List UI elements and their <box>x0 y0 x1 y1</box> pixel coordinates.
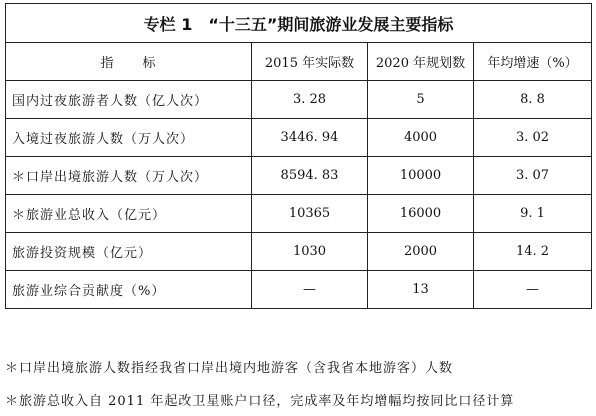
indicator-table <box>5 3 592 309</box>
value-2015: — <box>252 271 368 309</box>
value-growth: 3. 02 <box>474 119 592 157</box>
footnote: ＊旅游总收入自 2011 年起改卫星账户口径，完成率及年均增幅均按同比口径计算 <box>5 394 515 409</box>
value-2020: 16000 <box>368 195 474 233</box>
value-2015: 3. 28 <box>252 81 368 119</box>
header-2020-plan: 2020 年规划数 <box>368 43 474 81</box>
header-annual-growth: 年均增速（%） <box>474 43 592 81</box>
value-growth: 8. 8 <box>474 81 592 119</box>
table-row <box>6 271 592 309</box>
value-growth: 9. 1 <box>474 195 592 233</box>
header-row <box>6 43 592 81</box>
value-2020: 5 <box>368 81 474 119</box>
header-indicator: 指 标 <box>6 43 252 81</box>
row-label: 旅游投资规模（亿元） <box>6 233 252 271</box>
header-2015-actual: 2015 年实际数 <box>252 43 368 81</box>
footnote: ＊口岸出境旅游人数指经我省口岸出境内地游客（含我省本地游客）人数 <box>5 361 454 376</box>
value-2015: 3446. 94 <box>252 119 368 157</box>
value-growth: 14. 2 <box>474 233 592 271</box>
value-2020: 10000 <box>368 157 474 195</box>
value-2020: 4000 <box>368 119 474 157</box>
value-growth: — <box>474 271 592 309</box>
value-2020: 13 <box>368 271 474 309</box>
table-title: 专栏 1 “十三五”期间旅游业发展主要指标 <box>6 4 592 43</box>
value-2020: 2000 <box>368 233 474 271</box>
table-row <box>6 119 592 157</box>
row-label: 入境过夜旅游人数（万人次） <box>6 119 252 157</box>
row-label: ＊口岸出境旅游人数（万人次） <box>6 157 252 195</box>
value-2015: 8594. 83 <box>252 157 368 195</box>
value-2015: 1030 <box>252 233 368 271</box>
row-label: 旅游业综合贡献度（%） <box>6 271 252 309</box>
table-row <box>6 81 592 119</box>
table-row <box>6 195 592 233</box>
table-row <box>6 233 592 271</box>
table-row <box>6 157 592 195</box>
value-2015: 10365 <box>252 195 368 233</box>
row-label: 国内过夜旅游者人数（亿人次） <box>6 81 252 119</box>
value-growth: 3. 07 <box>474 157 592 195</box>
row-label: ＊旅游业总收入（亿元） <box>6 195 252 233</box>
